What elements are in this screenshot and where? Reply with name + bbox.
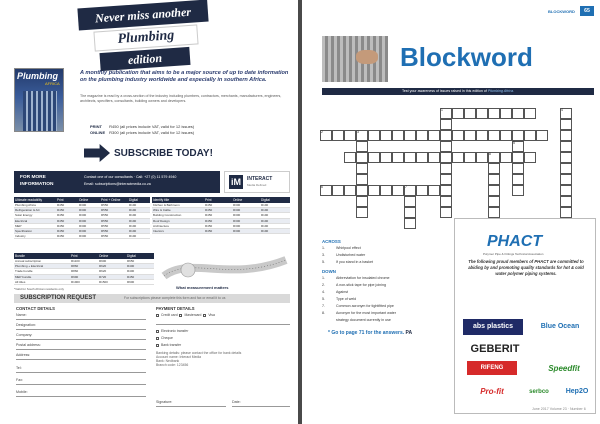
crossword-cell[interactable]	[416, 130, 428, 141]
rate-cell: R300	[79, 234, 87, 239]
crossword-cell[interactable]	[440, 185, 452, 196]
advert-text: The following proud members of PHACT are committed to abiding by and promoting quality standards for hot & cold water polymer piping systems.	[468, 259, 584, 276]
rate-cell: R300	[79, 218, 87, 223]
rate-footnote: *Valid for South African residents only	[14, 287, 64, 291]
banner-line-2: Plumbing	[93, 24, 198, 51]
crossword-cell[interactable]	[476, 152, 488, 163]
rate-table-header: Identify title Print Online Digital	[152, 197, 290, 203]
contact-field[interactable]: Name:	[16, 313, 146, 320]
crossword-cell[interactable]	[404, 218, 416, 229]
crossword-cell[interactable]	[536, 130, 548, 141]
crossword-cell[interactable]	[392, 185, 404, 196]
crossword-cell[interactable]	[404, 196, 416, 207]
crossword-cell[interactable]	[560, 130, 572, 141]
rate-cell: R190	[261, 218, 269, 223]
rate-cell: R450	[205, 208, 213, 213]
rate-cell: R400	[127, 264, 135, 269]
rate-cell: R860	[71, 264, 79, 269]
clue-number: 1.	[322, 276, 325, 280]
rate-cell: R300	[233, 208, 241, 213]
crossword-cell[interactable]	[524, 130, 536, 141]
tape-caption: What measurement matters	[176, 285, 229, 290]
price-row: ONLINE R300 (all prices include VAT, valid for 12 issues)	[90, 130, 195, 135]
crossword-cell[interactable]	[356, 163, 368, 174]
intro-headline: A monthly publication that aims to be a major source of up to date information on the plumbing industry worldwide and especially in southern Africa.	[80, 70, 289, 83]
crossword-cell[interactable]	[356, 196, 368, 207]
crossword-cell[interactable]	[512, 174, 524, 185]
crossword-cell[interactable]	[524, 152, 536, 163]
rate-cell: Specification	[15, 228, 33, 233]
rate-table-a	[14, 197, 150, 239]
clue-row	[322, 282, 472, 289]
crossword-cell[interactable]	[452, 152, 464, 163]
instruction-bar: Test your awareness of issues raised in this edition of Plumbing Africa.	[322, 88, 594, 95]
crossword-cell[interactable]	[380, 130, 392, 141]
rate-cell: R450	[205, 218, 213, 223]
crossword-cell[interactable]	[380, 185, 392, 196]
payment-option-row: Bank transfer	[156, 343, 181, 347]
rate-cell: Building Construction	[153, 213, 182, 218]
member-logo: serbco	[529, 389, 549, 395]
crossword-cell[interactable]	[344, 185, 356, 196]
crossword-cell[interactable]	[440, 152, 452, 163]
crossword-cell[interactable]	[428, 185, 440, 196]
subscription-rate-table	[14, 197, 290, 239]
rate-cell: R650	[127, 259, 135, 263]
rate-row	[14, 234, 150, 239]
rate-cell: R900	[127, 279, 135, 284]
crossword-cell[interactable]	[500, 130, 512, 141]
crossword-cell[interactable]	[560, 185, 572, 196]
page-footer: June 2017 Volume 23 · Number 6	[532, 407, 586, 411]
crossword-grid	[320, 108, 580, 228]
magazine-cover-image	[14, 68, 64, 132]
crossword-cell[interactable]	[404, 207, 416, 218]
form-title: SUBSCRIPTION REQUEST	[20, 295, 97, 301]
contact-field[interactable]: Address:	[16, 353, 146, 360]
phact-logo: PHACT	[487, 233, 543, 250]
clue-number: 5.	[322, 297, 325, 301]
crossword-cell[interactable]	[560, 163, 572, 174]
member-logo: Pro-fit	[480, 387, 504, 396]
crossword-number: 5	[513, 141, 515, 145]
crossword-cell[interactable]	[476, 108, 488, 119]
clue-text: Undisturbed water	[336, 253, 366, 257]
rate-cell: R190	[261, 203, 269, 207]
rate-cell: Kitchen & Bathroom	[153, 203, 180, 207]
crossword-cell[interactable]	[392, 152, 404, 163]
rate-cell: Trade bundle	[15, 269, 33, 274]
crossword-cell[interactable]	[356, 141, 368, 152]
eft-checkbox[interactable]	[156, 330, 159, 333]
crossword-number: 1	[441, 108, 443, 112]
rate-cell: R550	[101, 203, 109, 207]
rate-cell: Interiors	[153, 228, 164, 233]
crossword-cell[interactable]	[524, 108, 536, 119]
rate-cell: Architecture	[153, 223, 170, 228]
rate-row	[152, 229, 290, 234]
down-heading: DOWN	[322, 269, 336, 274]
crossword-cell[interactable]	[392, 130, 404, 141]
hand-image	[356, 50, 378, 64]
cover-title: Plumbing	[17, 71, 58, 81]
interact-logo-mark: iM	[231, 177, 241, 187]
clue-row	[322, 317, 472, 324]
rate-cell: Annual subscription	[15, 259, 42, 263]
rate-cell: R450	[57, 203, 65, 207]
rate-cell: R190	[261, 213, 269, 218]
cheque-checkbox[interactable]	[156, 337, 159, 340]
rate-cell: R190	[129, 213, 137, 218]
rate-table-b	[152, 197, 290, 239]
crossword-cell[interactable]	[464, 152, 476, 163]
rate-cell: R450	[57, 218, 65, 223]
answers-note: * Go to page 71 for the answers. PA	[328, 330, 413, 336]
crossword-cell[interactable]	[488, 163, 500, 174]
interact-media-logo: iM INTERACT Media Defined	[224, 171, 290, 193]
crossword-cell[interactable]	[464, 130, 476, 141]
crossword-number: 2	[321, 130, 323, 134]
rate-cell: Refrigeration & AC	[15, 208, 40, 213]
clue-row	[322, 275, 472, 282]
crossword-cell[interactable]	[440, 207, 452, 218]
crossword-cell[interactable]	[416, 152, 428, 163]
crossword-cell[interactable]	[356, 174, 368, 185]
crossword-cell[interactable]	[488, 130, 500, 141]
rate-cell: Solar Energy	[15, 213, 33, 218]
clue-row	[322, 303, 472, 310]
rate-cell: R190	[261, 208, 269, 213]
card-number-field[interactable]	[156, 318, 290, 325]
crossword-cell[interactable]	[368, 152, 380, 163]
rate-cell: R550	[101, 234, 109, 239]
crossword-cell[interactable]	[512, 185, 524, 196]
rate-cell: R1500	[99, 279, 108, 284]
rate-cell: R400	[127, 269, 135, 274]
crossword-cell[interactable]	[356, 185, 368, 196]
crossword-cell[interactable]	[512, 130, 524, 141]
more-info-bar	[14, 171, 220, 193]
credit-card-checkbox[interactable]	[156, 314, 159, 317]
crossword-cell[interactable]	[440, 119, 452, 130]
rate-cell: R300	[79, 203, 87, 207]
more-info-label: FOR MORE INFORMATION	[20, 175, 54, 187]
crossword-cell[interactable]	[440, 141, 452, 152]
across-heading: ACROSS	[322, 239, 341, 244]
contact-field[interactable]: Designation:	[16, 323, 146, 330]
rate-cell: R300	[233, 218, 241, 223]
crossword-cell[interactable]	[488, 196, 500, 207]
crossword-cell[interactable]	[488, 185, 500, 196]
rate-cell: R450	[205, 223, 213, 228]
rate-cell: Industry	[15, 234, 26, 239]
crossword-cell[interactable]	[356, 152, 368, 163]
clue-number: 2.	[322, 283, 325, 287]
crossword-cell[interactable]	[440, 196, 452, 207]
rate-row	[14, 280, 154, 285]
cover-building-image	[23, 91, 57, 131]
payment-option-row: Electronic transfer	[156, 329, 188, 333]
crossword-cell[interactable]	[332, 185, 344, 196]
member-logo: GEBERIT	[470, 343, 520, 355]
member-logo: abs plastics	[463, 319, 523, 335]
crossword-cell[interactable]	[404, 152, 416, 163]
crossword-number: 4	[561, 108, 563, 112]
crossword-cell[interactable]	[404, 130, 416, 141]
crossword-cell[interactable]	[368, 130, 380, 141]
crossword-cell[interactable]	[512, 152, 524, 163]
clue-text: Type of weld	[336, 297, 357, 301]
crossword-cell[interactable]	[332, 130, 344, 141]
intro-body: The magazine is read by a cross-section of the industry including plumbers, contractors, merchants, manufacturers, engineers, architects, specifiers, consultants, building owners and developers.	[80, 94, 282, 103]
rate-cell: R450	[57, 213, 65, 218]
rate-cell: R190	[129, 218, 137, 223]
crossword-cell[interactable]	[500, 152, 512, 163]
crossword-cell[interactable]	[440, 163, 452, 174]
cover-subtitle: AFRICA	[45, 81, 60, 86]
clue-row	[322, 252, 472, 259]
rate-cell: R860	[71, 269, 79, 274]
page-title: Blockword	[400, 42, 533, 72]
rate-cell: R300	[79, 208, 87, 213]
clue-text: A non-stick tape for pipe joining	[336, 283, 386, 287]
clue-text: strategy document currently in use	[336, 318, 391, 322]
bundle-table-header: Bundle Print Online Digital	[14, 253, 154, 259]
rate-cell: R550	[101, 213, 109, 218]
crossword-cell[interactable]	[344, 152, 356, 163]
subscribe-cta[interactable]: SUBSCRIBE TODAY!	[114, 148, 213, 159]
crossword-cell[interactable]	[560, 141, 572, 152]
bank-transfer-checkbox[interactable]	[156, 344, 159, 347]
clue-text: Acronym for the most important water	[336, 311, 396, 315]
bundle-rate-table	[14, 253, 154, 285]
clue-row	[322, 296, 472, 303]
clue-row	[322, 310, 472, 317]
crossword-cell[interactable]	[452, 108, 464, 119]
rate-cell: R450	[205, 228, 213, 233]
rate-cell: R450	[127, 274, 135, 279]
clue-text: If you stand in a basket	[336, 260, 373, 264]
rate-cell: R300	[79, 223, 87, 228]
crossword-cell[interactable]	[488, 174, 500, 185]
crossword-cell[interactable]	[512, 163, 524, 174]
form-subtitle: For subscriptions please complete this form and fax or email it to us	[124, 296, 226, 300]
clue-number: 8.	[322, 311, 325, 315]
banner-line-1: Never miss another	[77, 0, 208, 31]
rate-cell: R190	[261, 223, 269, 228]
crossword-cell[interactable]	[344, 130, 356, 141]
left-page	[0, 0, 298, 424]
rate-cell: R550	[101, 208, 109, 213]
rate-cell: Electrical	[15, 218, 28, 223]
visa-checkbox[interactable]	[203, 314, 206, 317]
crossword-cell[interactable]	[560, 119, 572, 130]
contact-field[interactable]: Fax:	[16, 378, 146, 385]
clue-number	[322, 317, 336, 324]
crossword-number: 7	[405, 185, 407, 189]
crossword-cell[interactable]	[440, 174, 452, 185]
clue-row	[322, 259, 472, 266]
promo-banner	[70, 4, 220, 74]
rate-cell: R190	[129, 203, 137, 207]
rate-cell: R300	[233, 223, 241, 228]
rate-cell: R450	[57, 223, 65, 228]
phact-advert	[454, 218, 596, 414]
contact-field[interactable]: Tel:	[16, 366, 146, 373]
right-page	[302, 0, 600, 424]
crossword-cell[interactable]	[368, 185, 380, 196]
rate-cell: R550	[101, 223, 109, 228]
clues-panel	[322, 236, 472, 324]
rate-cell: R450	[57, 208, 65, 213]
rate-cell: R550	[101, 218, 109, 223]
rate-cell: R550	[101, 228, 109, 233]
clue-number: 7.	[322, 304, 325, 308]
crossword-number: 6	[321, 185, 323, 189]
crossword-cell[interactable]	[440, 130, 452, 141]
rate-cell: R720	[99, 274, 107, 279]
crossword-cell[interactable]	[428, 130, 440, 141]
clue-number: 1.	[322, 246, 325, 250]
rate-cell: R1100	[71, 259, 80, 263]
subscription-form-header	[14, 294, 290, 303]
section-label: BLOCKWORD	[548, 9, 575, 14]
payment-options: Credit card Mastercard Visa	[156, 313, 215, 317]
rate-cell: R190	[129, 208, 137, 213]
rate-cell: R190	[129, 234, 137, 239]
contact-details-title: CONTACT DETAILS	[16, 306, 55, 311]
member-logo: Blue Ocean	[540, 323, 580, 330]
crossword-number: 3	[357, 130, 359, 134]
rate-cell: R450	[57, 234, 65, 239]
rate-cell: R190	[261, 228, 269, 233]
crossword-cell[interactable]	[476, 130, 488, 141]
rate-cell: Roof Design	[153, 218, 170, 223]
rate-cell: R450	[205, 203, 213, 207]
rate-cell: R620	[99, 264, 107, 269]
crossword-cell[interactable]	[452, 130, 464, 141]
member-logo: Hep2O	[565, 388, 589, 395]
clue-number: 5.	[322, 260, 325, 264]
more-info-contact: Contact one of our consultants · Call: +27 (0) 11 579 4940 Email: subscriptions@interactmedia.co.za	[84, 175, 177, 186]
crossword-cell[interactable]	[560, 152, 572, 163]
crossword-cell[interactable]	[380, 152, 392, 163]
rate-cell: R190	[129, 223, 137, 228]
contact-field[interactable]: Mobile:	[16, 390, 146, 397]
rate-cell: R300	[233, 228, 241, 233]
contact-field[interactable]: Company:	[16, 333, 146, 340]
measuring-tape-image	[160, 252, 290, 286]
crossword-cell[interactable]	[512, 108, 524, 119]
rate-cell: R300	[233, 213, 241, 218]
rate-cell: R990	[71, 274, 79, 279]
price-row: PRINT R450 (all prices include VAT, valid for 12 issues)	[90, 124, 195, 129]
clue-row	[322, 245, 472, 252]
crossword-cell[interactable]	[500, 108, 512, 119]
rate-cell: R300	[79, 213, 87, 218]
payment-details-title: PAYMENT DETAILS	[156, 306, 195, 311]
clue-row	[322, 289, 472, 296]
rate-cell: R190	[129, 228, 137, 233]
crossword-number: 8	[489, 152, 491, 156]
rate-cell: Wire & Cable	[153, 208, 171, 213]
page-number: 65	[580, 6, 594, 16]
bank-details: Banking details: please contact the office for bank details Account name: Interact Media Bank: Nedbank Branch code: 123456	[156, 351, 242, 367]
clue-text: Common acronym for tightfitted pipe	[336, 304, 394, 308]
payment-option-row: Cheque	[156, 336, 173, 340]
clue-text: Against	[336, 290, 348, 294]
crossword-cell[interactable]	[464, 108, 476, 119]
rate-cell: R450	[57, 228, 65, 233]
rate-cell: MEP	[15, 223, 22, 228]
phact-subtitle: Polymer Pipe & Fittings Technical Association	[483, 252, 544, 256]
crossword-cell[interactable]	[560, 207, 572, 218]
banner-line-3: edition	[99, 47, 190, 71]
rate-table-header: Ultimate readability Print Online Print + Online Digital	[14, 197, 150, 203]
crossword-cell[interactable]	[416, 185, 428, 196]
rate-cell: Plumbing Africa	[15, 203, 36, 207]
date-field[interactable]: Date:	[232, 400, 290, 407]
price-list	[90, 124, 194, 136]
crossword-cell[interactable]	[488, 108, 500, 119]
crossword-cell[interactable]	[356, 207, 368, 218]
contact-field[interactable]: Postal address:	[16, 343, 146, 350]
rate-cell: All titles	[15, 279, 26, 284]
crossword-cell[interactable]	[428, 152, 440, 163]
rate-cell: MEP bundle	[15, 274, 32, 279]
clue-text: Abbreviation for insulated chrome	[336, 276, 390, 280]
clue-number: 4.	[322, 290, 325, 294]
rate-cell: R900	[99, 259, 107, 263]
clue-number: 3.	[322, 253, 325, 257]
signature-field[interactable]: Signature:	[156, 400, 226, 407]
pipe-photo	[322, 36, 388, 82]
rate-cell: Plumbing + Electrical	[15, 264, 44, 269]
crossword-cell[interactable]	[488, 207, 500, 218]
crossword-cell[interactable]	[560, 196, 572, 207]
member-logo: Speedfit	[548, 364, 580, 373]
rate-cell: R300	[233, 203, 241, 207]
member-logo: RIFENG	[467, 361, 517, 375]
arrow-right-icon	[84, 144, 110, 162]
crossword-cell[interactable]	[560, 174, 572, 185]
mastercard-checkbox[interactable]	[179, 314, 182, 317]
rate-cell: R450	[205, 213, 213, 218]
rate-cell: R1900	[71, 279, 80, 284]
rate-cell: R300	[79, 228, 87, 233]
rate-cell: R620	[99, 269, 107, 274]
clue-text: Whirlpool effect	[336, 246, 361, 250]
